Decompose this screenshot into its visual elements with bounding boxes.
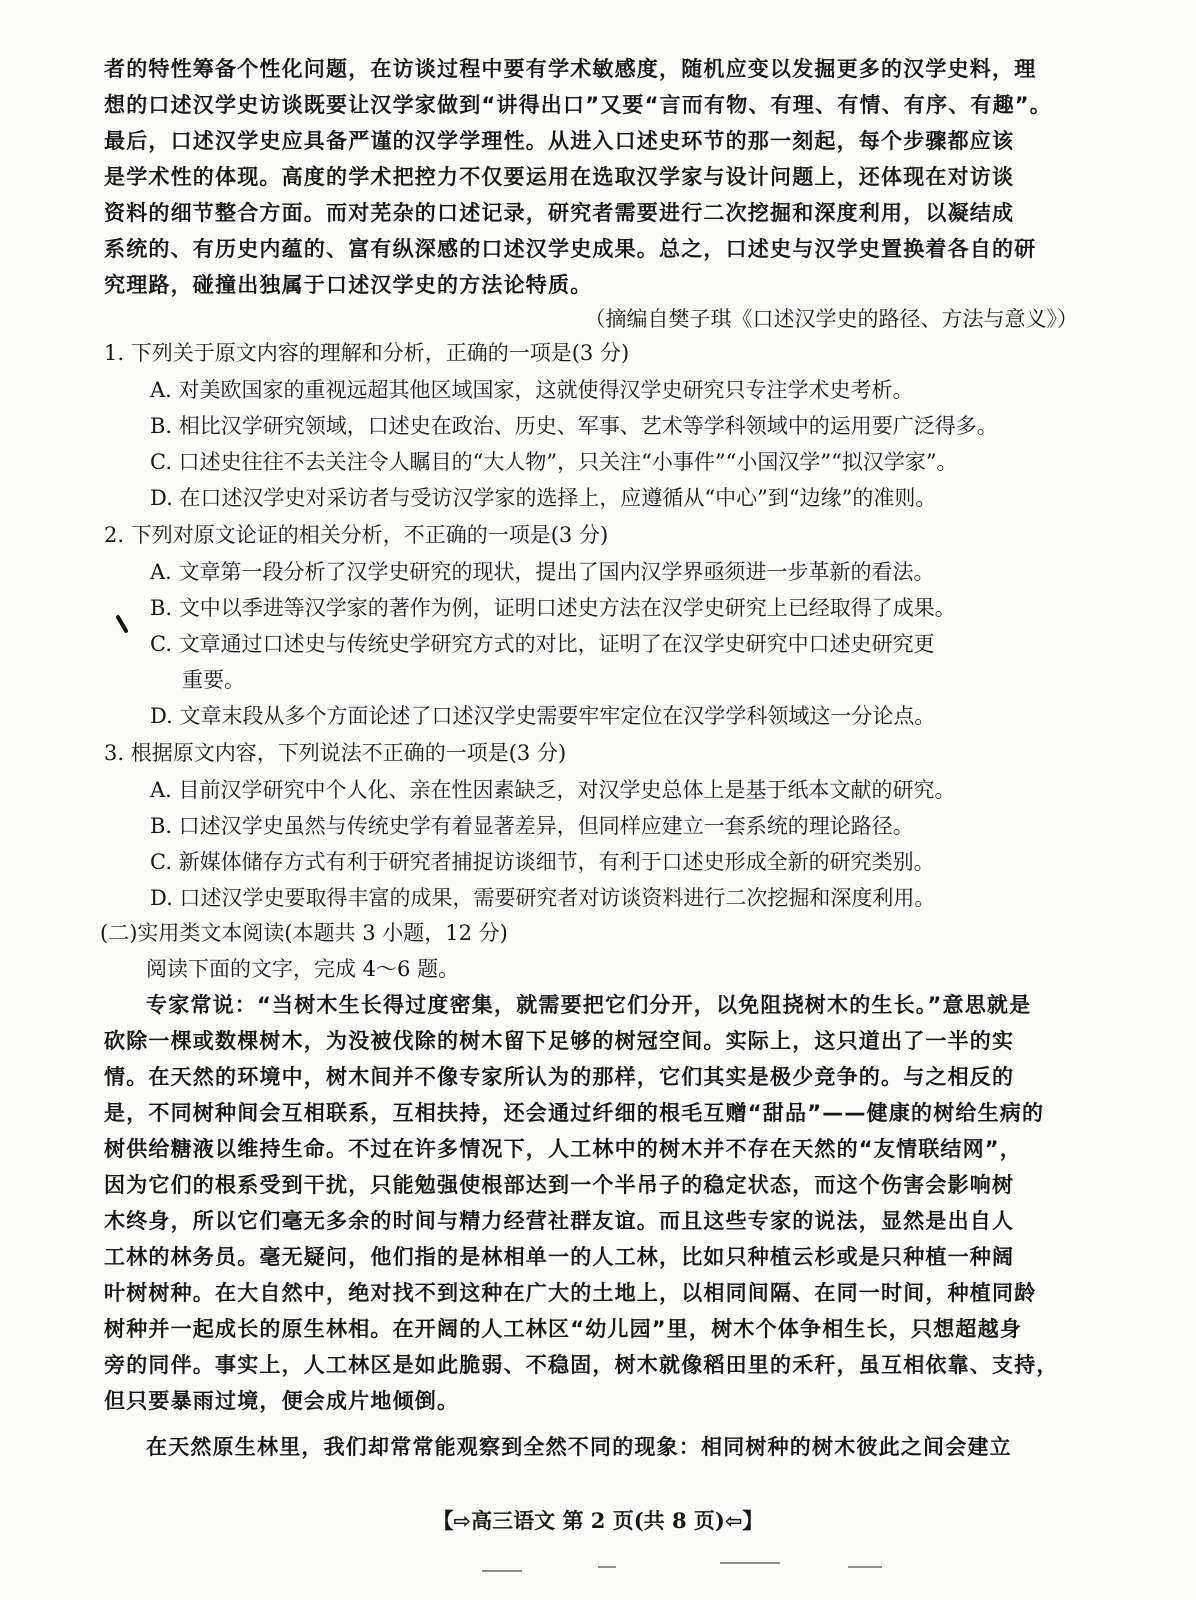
- paragraph-line: 因为它们的根系受到干扰，只能勉强使根部达到一个半吊子的稳定状态，而这个伤害会影响树: [104, 1173, 1015, 1197]
- footer-text: 高三语文 第 2 页(共 8 页): [471, 1508, 725, 1533]
- question-3-option-c: C. 新媒体储存方式有利于研究者捕捉访谈细节，有利于口述史形成全新的研究类别。: [150, 850, 935, 874]
- question-2-stem: 2. 下列对原文论证的相关分析，不正确的一项是(3 分): [104, 523, 609, 547]
- source-citation: （摘编自樊子琪《口述汉学史的路径、方法与意义》）: [584, 307, 1078, 331]
- section-2-instruction: 阅读下面的文字，完成 4～6 题。: [146, 957, 460, 981]
- paragraph-line: 工林的林务员。毫无疑问，他们指的是林相单一的人工林，比如只种植云杉或是只种植一种阔: [104, 1245, 1015, 1269]
- left-arrow-icon: 【⇨: [432, 1509, 472, 1533]
- paragraph-line: 是，不同树种间会互相联系，互相扶持，还会通过纤细的根毛互赠“甜品”——健康的树给生病的: [104, 1101, 1045, 1125]
- question-3-option-a: A. 目前汉学研究中个人化、亲在性因素缺乏，对汉学史总体上是基于纸本文献的研究。: [150, 778, 956, 802]
- paragraph-line: 情。在天然的环境中，树木间并不像专家所认为的那样，它们其实是极少竞争的。与之相反的: [104, 1065, 1015, 1089]
- question-3-stem: 3. 根据原文内容，下列说法不正确的一项是(3 分): [104, 741, 567, 765]
- paragraph-line: 木终身，所以它们毫无多余的时间与精力经营社群友谊。而且这些专家的说法，显然是出自人: [104, 1209, 1015, 1233]
- section-2-heading: (二)实用类文本阅读(本题共 3 小题，12 分): [100, 921, 508, 945]
- passage-line: 究理路，碰撞出独属于口述汉学史的方法论特质。: [104, 273, 593, 297]
- question-2-option-c-cont: 重要。: [182, 668, 245, 692]
- passage-line: 系统的、有历史内蕴的、富有纵深感的口述汉学史成果。总之，口述史与汉学史置换着各自的研: [104, 237, 1037, 261]
- paragraph-line: 树供给糖液以维持生命。不过在许多情况下，人工林中的树木并不存在天然的“友情联结网”，: [104, 1137, 1022, 1161]
- question-3-option-d: D. 口述汉学史要取得丰富的成果，需要研究者对访谈资料进行二次挖掘和深度利用。: [150, 886, 936, 910]
- paragraph-line: 旁的同伴。事实上，人工林区是如此脆弱、不稳固，树木就像稻田里的禾秆，虽互相依靠、支持，: [104, 1353, 1059, 1377]
- right-arrow-icon: ⇦】: [724, 1509, 764, 1533]
- paragraph-line: 树种并一起成长的原生林相。在开阔的人工林区“幼儿园”里，树木个体争相生长，只想超越身: [104, 1317, 1022, 1341]
- question-1-option-c: C. 口述史往往不去关注令人瞩目的“大人物”，只关注“小事件”“小国汉学”“拟汉学家”。: [150, 450, 958, 474]
- question-1-option-a: A. 对美欧国家的重视远超其他区域国家，这就使得汉学史研究只专注学术史考析。: [150, 378, 914, 402]
- paragraph-line: 但只要暴雨过境，便会成片地倾倒。: [104, 1389, 460, 1413]
- passage-line: 最后，口述汉学史应具备严谨的汉学学理性。从进入口述史环节的那一刻起，每个步骤都应该: [104, 129, 1015, 153]
- section-2-paragraph-2: 在天然原生林里，我们却常常能观察到全然不同的现象：相同树种的树木彼此之间会建立: [146, 1435, 1012, 1459]
- question-2-option-a: A. 文章第一段分析了汉学史研究的现状，提出了国内汉学界亟须进一步革新的看法。: [150, 560, 935, 584]
- question-2-option-c: C. 文章通过口述史与传统史学研究方式的对比，证明了在汉学史研究中口述史研究更: [150, 632, 935, 656]
- passage-line: 是学术性的体现。高度的学术把控力不仅要运用在选取汉学家与设计问题上，还体现在对访谈: [104, 165, 1015, 189]
- question-1-option-b: B. 相比汉学研究领域，口述史在政治、历史、军事、艺术等学科领域中的运用要广泛得多。: [150, 414, 998, 438]
- paragraph-line: 砍除一棵或数棵树木，为没被伐除的树木留下足够的树冠空间。实际上，这只道出了一半的实: [104, 1029, 1015, 1053]
- question-3-option-b: B. 口述汉学史虽然与传统史学有着显著差异，但同样应建立一套系统的理论路径。: [150, 814, 914, 838]
- question-1-option-d: D. 在口述汉学史对采访者与受访汉学家的选择上，应遵循从“中心”到“边缘”的准则。: [150, 486, 937, 510]
- question-2-option-b: B. 文中以季进等汉学家的著作为例，证明口述史方法在汉学史研究上已经取得了成果。: [150, 596, 956, 620]
- pen-mark: [115, 614, 128, 633]
- question-2-option-d: D. 文章末段从多个方面论述了口述汉学史需要牢牢定位在汉学学科领域这一分论点。: [150, 704, 936, 728]
- question-1-stem: 1. 下列关于原文内容的理解和分析，正确的一项是(3 分): [104, 341, 630, 365]
- passage-line: 资料的细节整合方面。而对芜杂的口述记录，研究者需要进行二次挖掘和深度利用，以凝结成: [104, 201, 1015, 225]
- passage-line: 想的口述汉学史访谈既要让汉学家做到“讲得出口”又要“言而有物、有理、有情、有序、有趣”。: [104, 93, 1053, 117]
- passage-line: 者的特性筹备个性化问题，在访谈过程中要有学术敏感度，随机应变以发掘更多的汉学史料，理: [104, 57, 1037, 81]
- paragraph-line: 专家常说：“当树木生长得过度密集，就需要把它们分开，以免阻挠树木的生长。”意思就是: [146, 993, 1032, 1017]
- paragraph-line: 叶树树种。在大自然中，绝对找不到这种在广大的土地上，以相同间隔、在同一时间，种植同龄: [104, 1281, 1037, 1305]
- page-footer: [0, 1505, 1196, 1535]
